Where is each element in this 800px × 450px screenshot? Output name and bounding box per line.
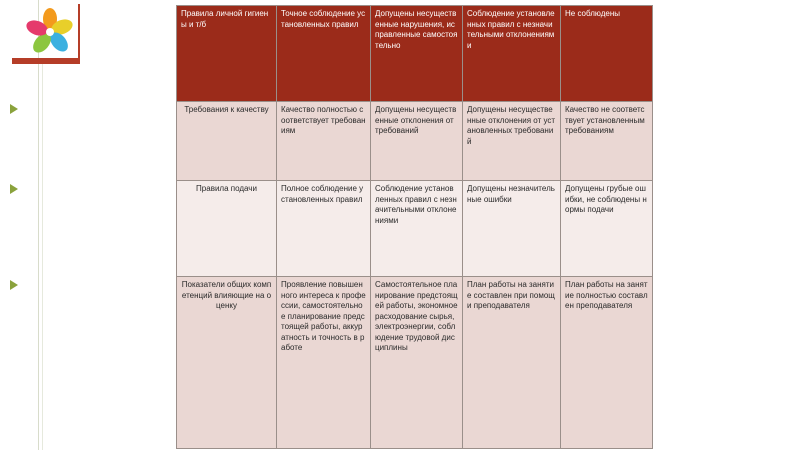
flower-logo-icon	[10, 2, 90, 68]
row-label: Требования к качеству	[177, 102, 277, 181]
table-cell: Допущены незначительные ошибки	[463, 181, 561, 277]
table-cell: План работы на занятие составлен при помощи преподавателя	[463, 277, 561, 449]
row-label: Правила подачи	[177, 181, 277, 277]
table-cell: Самостоятельное планирование предстоящей работы, экономное расходование сырья, электроэнергии, соблюдение трудовой дисциплины	[371, 277, 463, 449]
header-cell: Соблюдение установленных правил с незначительными отклонениями	[463, 6, 561, 102]
table-row	[177, 102, 653, 181]
bullet-arrow-icon	[10, 184, 18, 194]
bullet-arrow-icon	[10, 104, 18, 114]
table-cell: Полное соблюдение установленных правил	[277, 181, 371, 277]
table-cell: Допущены несущественные отклонения от установленных требований	[463, 102, 561, 181]
header-cell: Допущены несущественные нарушения, исправленные самостоятельно	[371, 6, 463, 102]
table-cell: Проявление повышенного интереса к профессии, самостоятельное планирование предстоящей работы, аккуратность и точность в работе	[277, 277, 371, 449]
bullet-arrow-icon	[10, 280, 18, 290]
decorative-vertical-line	[42, 60, 43, 450]
table-cell: План работы на занятие полностью составлен преподавателя	[561, 277, 653, 449]
table-row	[177, 181, 653, 277]
table-cell: Качество не соответствует установленным требованиям	[561, 102, 653, 181]
table-row	[177, 277, 653, 449]
table-cell: Качество полностью соответствует требованиям	[277, 102, 371, 181]
table-cell: Соблюдение установленных правил с незначительными отклонениями	[371, 181, 463, 277]
header-cell: Правила личной гигиены и т/б	[177, 6, 277, 102]
criteria-table	[176, 5, 653, 449]
row-label: Показатели общих компетенций влияющие на оценку	[177, 277, 277, 449]
header-cell: Точное соблюдение установленных правил	[277, 6, 371, 102]
table-header-row	[177, 6, 653, 102]
table-cell: Допущены несущественные отклонения от требований	[371, 102, 463, 181]
header-cell: Не соблюдены	[561, 6, 653, 102]
table-cell: Допущены грубые ошибки, не соблюдены нормы подачи	[561, 181, 653, 277]
